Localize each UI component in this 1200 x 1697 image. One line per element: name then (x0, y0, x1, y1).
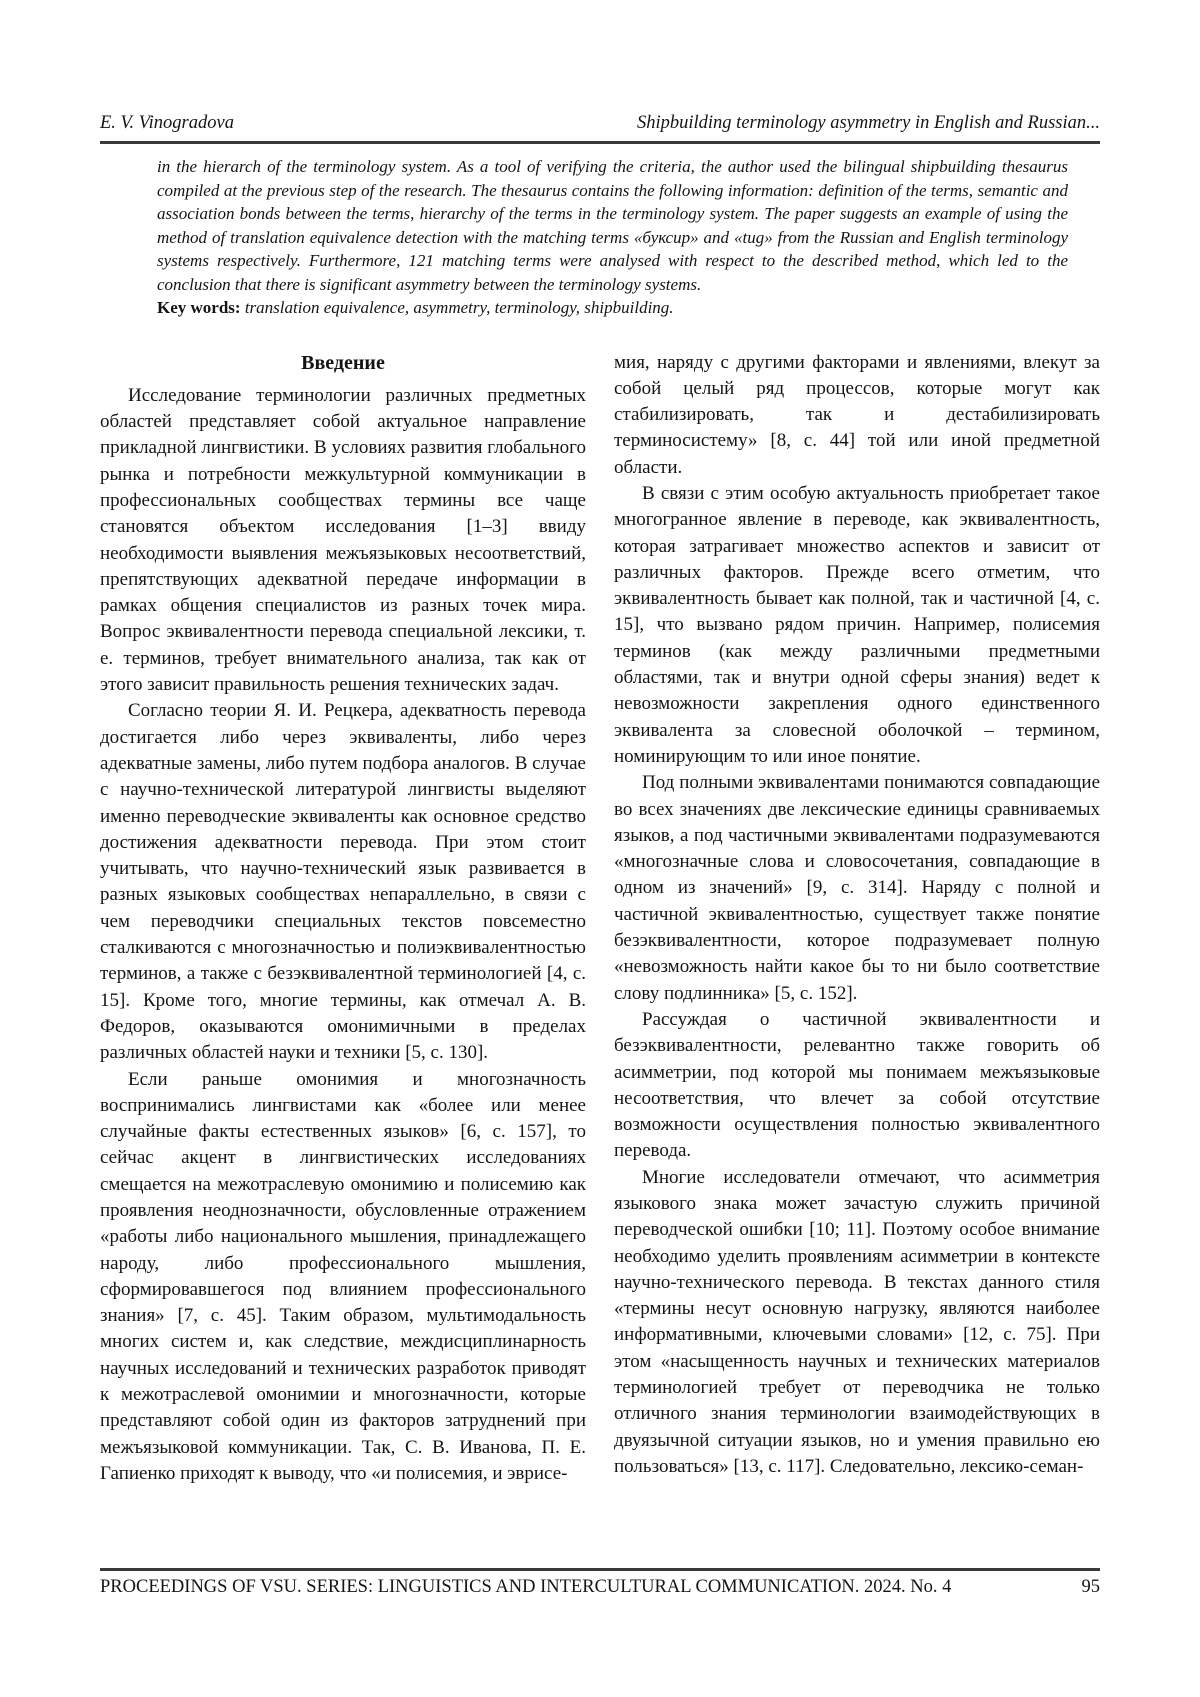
keywords-line (157, 296, 1068, 320)
paragraph: мия, наряду с другими факторами и явлениями, влекут за собой целый ряд процессов, которые могут как стабилизировать, так и дестабилизировать терминосистему» [8, с. 44] той или иной предметной области. (614, 351, 1100, 478)
abstract-text: in the hierarch of the terminology system. As a tool of verifying the criteria, the author used the bilingual shipbuilding thesaurus compiled at the previous step of the research. The thesaurus contains the following information: definition of the terms, semantic and association bonds between the terms, hierarchy of the terms in the terminology system. The paper suggests an example of using the method of translation equivalence detection with the matching terms «буксир» and «tug» from the Russian and English terminology systems respectively. Furthermore, 121 matching terms were analysed with respect to the described method, which led to the conclusion that there is significant asymmetry between the terminology systems. (157, 157, 1068, 294)
paragraph: В связи с этим особую актуальность приобретает такое многогранное явление в переводе, как эквивалентность, которая затрагивает множество аспектов и зависит от различных факторов. Прежде всего отметим, что эквивалентность бывает как полной, так и частичной [4, с. 15], что вызвано рядом причин. Например, полисемия терминов (как между различными предметными областями, так и внутри одной сферы знания) ведет к невозможности закрепления одного единственного эквивалента за словесной оболочкой – термином, номинирующим то или иное понятие. (614, 482, 1100, 767)
paragraph: Исследование терминологии различных предметных областей представляет собой актуальное направление прикладной лингвистики. В условиях развития глобального рынка и потребности межкультурной коммуникации в профессиональных сообществах термины все чаще становятся объектом исследования [1–3] ввиду необходимости выявления межъязыковых несоответствий, препятствующих адекватной передаче информации в рамках общения специалистов из разных точек мира. Вопрос эквивалентности перевода специальной лексики, т. е. терминов, требует внимательного анализа, так как от этого зависит правильность решения технических задач. (100, 384, 586, 696)
paragraph: Рассуждая о частичной эквивалентности и безэквивалентности, релевантно также говорить об асимметрии, под которой мы понимаем межъязыковые несоответствия, что влечет за собой отсутствие возможности осуществления полностью эквивалентного перевода. (614, 1008, 1100, 1162)
running-head-title: Shipbuilding terminology asymmetry in English and Russian... (637, 113, 1100, 133)
paragraph: Под полными эквивалентами понимаются совпадающие во всех значениях две лексические единицы сравниваемых языков, а под частичными эквивалентами подразумеваются «многозначные слова и словосочетания, совпадающие в одном из значений» [9, с. 314]. Наряду с полной и частичной эквивалентностью, существует также понятие безэквивалентности, которое подразумевает полную «невозможность найти какое бы то ни было соответствие слову подлинника» [5, с. 152]. (614, 772, 1100, 1004)
paragraph: Согласно теории Я. И. Рецкера, адекватность перевода достигается либо через эквиваленты, либо через адекватные замены, либо путем подбора аналогов. В случае с научно-технической литературой лингвисты выделяют именно переводческие эквиваленты как основное средство достижения адекватности перевода. При этом стоит учитывать, что научно-технический язык развивается в разных языковых сообществах непараллельно, в связи с чем переводчики специальных текстов повсеместно сталкиваются с многозначностью и полиэквивалентностью терминов, а также с безэквивалентной терминологией [4, с. 15]. Кроме того, многие термины, как отмечал А. В. Федоров, оказываются омонимичными в пределах различных областей науки и техники [5, с. 130]. (100, 700, 586, 1064)
keywords-text: translation equivalence, asymmetry, terminology, shipbuilding. (244, 298, 674, 317)
footer-journal-line: PROCEEDINGS OF VSU. SERIES: LINGUISTICS AND INTERCULTURAL COMMUNICATION. 2024. No. 4 (100, 1577, 952, 1597)
right-column (614, 350, 1100, 1488)
left-column (100, 350, 586, 1488)
header-rule (100, 141, 1100, 144)
running-head (100, 112, 1100, 134)
keywords-label: Key words: (157, 298, 241, 317)
abstract-block (157, 155, 1068, 320)
paragraph: Если раньше омонимия и многозначность воспринимались лингвистами как «более или менее случайные факты естественных языков» [6, с. 157], то сейчас акцент в лингвистических исследованиях смещается на межотраслевую омонимию и полисемию как проявления неоднозначности, обусловленные отражением «работы либо национального мышления, принадлежащего народу, либо профессионального мышления, сформировавшегося под влиянием профессионального знания» [7, с. 45]. Таким образом, мультимодальность многих систем и, как следствие, междисциплинарность научных исследований и технических разработок приводят к межотраслевой омонимии и многозначности, которые представляют собой один из факторов затруднений при межъязыковой коммуникации. Так, С. В. Иванова, П. Е. Гапиенко приходят к выводу, что «и полисемия, и эврисе- (100, 1068, 586, 1484)
running-head-author: E. V. Vinogradova (100, 113, 234, 133)
paragraph: Многие исследователи отмечают, что асимметрия языкового знака может зачастую служить причиной переводческой ошибки [10; 11]. Поэтому особое внимание необходимо уделить проявлениям асимметрии в контексте научно-технического перевода. В текстах данного стиля «термины несут основную нагрузку, являются наиболее информативными, ключевыми словами» [12, с. 75]. При этом «насыщенность научных и технических материалов терминологией требует от переводчика не только отличного знания терминологии взаимодействующих в двуязычной ситуации языков, но и умения правильно ею пользоваться» [13, с. 117]. Следовательно, лексико-семан- (614, 1166, 1100, 1477)
section-heading-introduction: Введение (301, 351, 385, 374)
body-columns (100, 350, 1100, 1488)
page-footer (100, 1568, 1100, 1598)
page-number: 95 (1081, 1577, 1100, 1597)
